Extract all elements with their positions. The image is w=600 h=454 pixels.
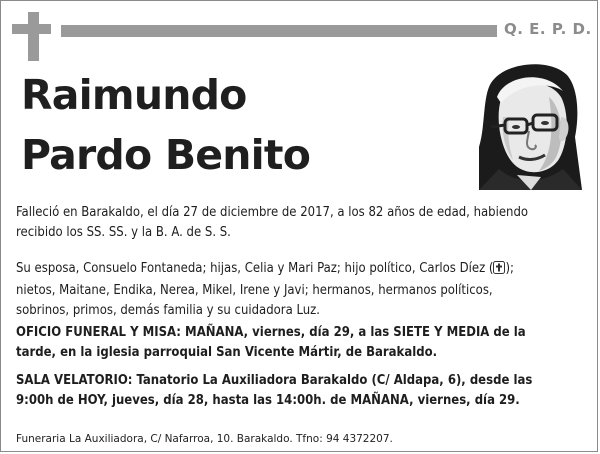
text-line	[16, 259, 586, 281]
text-line: OFICIO FUNERAL Y MISA: MAÑANA, viernes, día 29, a las SIETE Y MEDIA de la	[16, 325, 526, 340]
text-line: nietos, Maitane, Endika, Nerea, Mikel, Irene y Javi; hermanos, hermanos políticos,	[16, 283, 493, 298]
text-segment: Su esposa, Consuelo Fontaneda; hijas, Celia y Mari Paz; hijo político, Carlos Díez (	[16, 261, 494, 276]
cross-icon-horizontal	[12, 24, 51, 34]
qepd-label: Q. E. P. D.	[504, 20, 592, 38]
portrait-illustration	[479, 57, 582, 190]
deceased-surnames: Pardo Benito	[21, 131, 311, 179]
text-line: tarde, en la iglesia parroquial San Vicente Mártir, de Barakaldo.	[16, 345, 438, 360]
text-segment: );	[505, 261, 514, 276]
deceased-first-name: Raimundo	[21, 71, 247, 119]
text-line: sobrinos, primos, demás familia y su cuidadora Luz.	[16, 303, 321, 318]
text-line: SALA VELATORIO: Tanatorio La Auxiliadora Barakaldo (C/ Aldapa, 6), desde las	[16, 373, 533, 388]
portrait-photo	[479, 57, 582, 190]
funeral-mass-paragraph	[16, 323, 586, 363]
text-line: Falleció en Barakaldo, el día 27 de diciembre de 2017, a los 82 años de edad, habiendo	[16, 205, 529, 220]
funeral-home-footer: Funeraria La Auxiliadora, C/ Nafarroa, 10. Barakaldo. Tfno: 94 4372207.	[16, 433, 393, 445]
death-notice-paragraph	[16, 203, 586, 243]
wake-room-paragraph	[16, 371, 586, 411]
small-cross-icon	[493, 261, 505, 281]
text-line: 9:00h de HOY, jueves, día 28, hasta las 14:00h. de MAÑANA, viernes, día 29.	[16, 393, 520, 408]
text-line: recibido los SS. SS. y la B. A. de S. S.	[16, 225, 231, 240]
header-rule	[61, 25, 497, 37]
cross-icon-vertical	[28, 12, 39, 61]
family-paragraph	[16, 259, 586, 321]
